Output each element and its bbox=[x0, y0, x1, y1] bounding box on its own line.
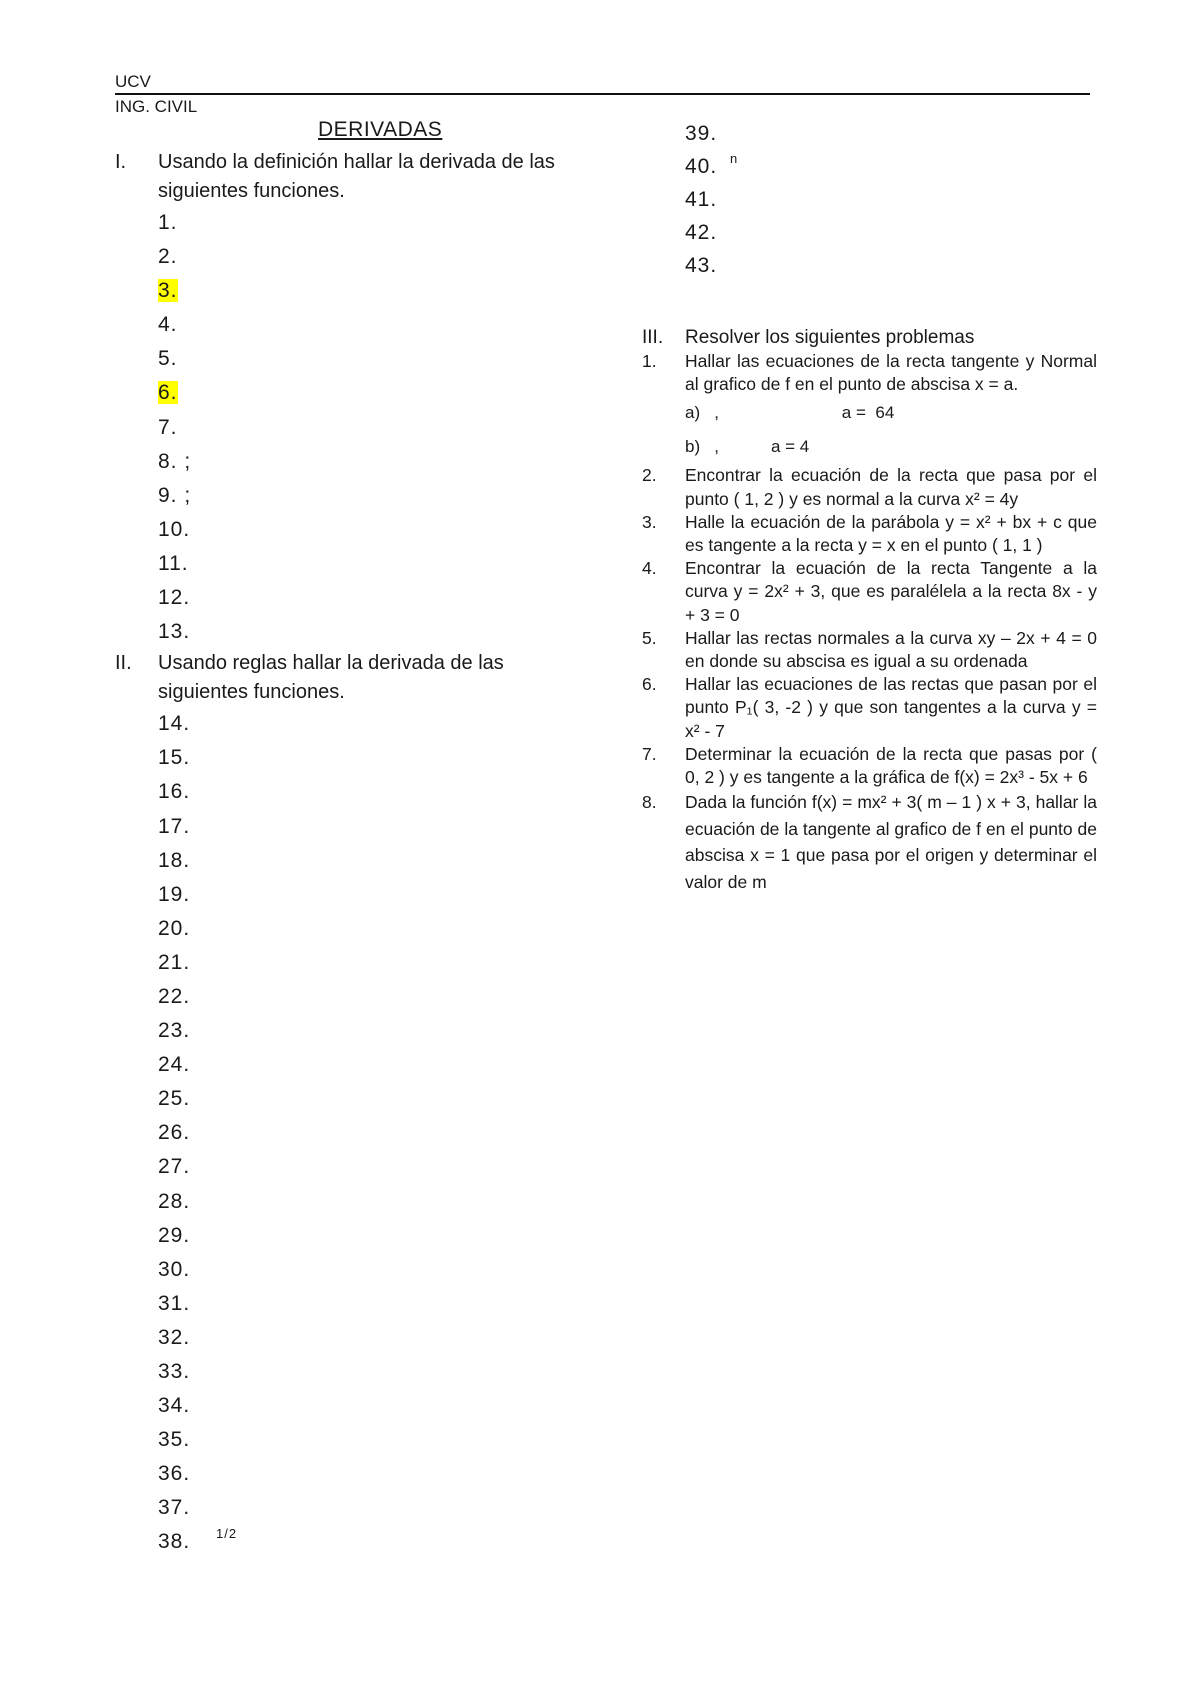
item-number: 7. bbox=[158, 415, 178, 439]
item-number: 14. bbox=[158, 712, 191, 736]
item-number: 11. bbox=[158, 551, 189, 575]
list-item bbox=[158, 1389, 585, 1423]
item-number: 20. bbox=[158, 916, 191, 940]
list-item bbox=[158, 615, 585, 649]
list-item bbox=[158, 1253, 585, 1287]
list-item bbox=[158, 411, 585, 445]
problem-item bbox=[642, 673, 1097, 743]
list-item bbox=[158, 308, 585, 342]
problem-number: 5. bbox=[642, 627, 657, 648]
item-number: 23. bbox=[158, 1019, 191, 1043]
item-number: 25. bbox=[158, 1087, 191, 1111]
list-item bbox=[158, 513, 585, 547]
problem-item bbox=[642, 743, 1097, 789]
problem-text: Encontrar la ecuación de la recta Tangente a la curva y = 2x² + 3, que es paralélela a la recta 8x - y + 3 = 0 bbox=[685, 558, 1097, 625]
list-item bbox=[685, 216, 1092, 249]
list-item bbox=[158, 741, 585, 775]
item-number: 40. bbox=[685, 155, 718, 178]
problem-number: 2. bbox=[642, 465, 657, 486]
item-number: 39. bbox=[685, 122, 718, 145]
list-item bbox=[158, 946, 585, 980]
item-number: 12. bbox=[158, 586, 191, 610]
problem-number: 3. bbox=[642, 511, 657, 532]
list-item bbox=[685, 183, 1092, 216]
problem-item bbox=[642, 511, 1097, 557]
list-item bbox=[158, 342, 585, 376]
list-item bbox=[158, 1048, 585, 1082]
item-number: 1. bbox=[158, 211, 178, 234]
right-column bbox=[642, 117, 1092, 282]
list-item bbox=[158, 1185, 585, 1219]
list-item bbox=[158, 1321, 585, 1355]
item-number: 30. bbox=[158, 1257, 191, 1281]
section-1-list bbox=[115, 206, 585, 649]
item-number: 34. bbox=[158, 1394, 191, 1418]
list-item bbox=[158, 1219, 585, 1253]
exponent-fragment: n bbox=[730, 151, 739, 166]
problem-text: Dada la función f(x) = mx² + 3( m – 1 ) x + 3, hallar la ecuación de la tangente al grafico de f en el punto de abscisa x = 1 que pasa por el origen y determinar el valor de m bbox=[685, 792, 1097, 892]
list-item bbox=[685, 117, 1092, 150]
problem-text: Hallar las ecuaciones de las rectas que pasan por el punto P₁( 3, -2 ) y que son tangentes a la curva y = x² - 7 bbox=[685, 674, 1097, 741]
section-3-numeral: III. bbox=[642, 327, 664, 348]
document-title: DERIVADAS bbox=[318, 118, 443, 141]
problem-suboption: a) , a = 64 bbox=[685, 403, 895, 423]
section-2-continued-list bbox=[642, 117, 1092, 282]
list-item bbox=[158, 206, 585, 240]
problem-text: Determinar la ecuación de la recta que pasas por ( 0, 2 ) y es tangente a la gráfica de f(x) = 2x³ - 5x + 6 bbox=[685, 743, 1097, 788]
list-item bbox=[158, 980, 585, 1014]
item-number: 26. bbox=[158, 1121, 191, 1145]
item-number: 18. bbox=[158, 848, 191, 872]
header-rule bbox=[115, 93, 1090, 95]
list-item bbox=[158, 1082, 585, 1116]
problem-number: 7. bbox=[642, 743, 657, 764]
item-number: 42. bbox=[685, 221, 718, 244]
problem-item bbox=[642, 464, 1097, 510]
item-number: 8. ; bbox=[158, 449, 192, 473]
list-item bbox=[158, 547, 585, 581]
item-number: 15. bbox=[158, 746, 191, 770]
section-2-numeral: II. bbox=[115, 652, 132, 675]
item-number: 21. bbox=[158, 950, 191, 974]
problem-item bbox=[642, 789, 1097, 895]
list-item bbox=[158, 1355, 585, 1389]
section-3 bbox=[642, 326, 1097, 895]
section-2-heading bbox=[115, 649, 585, 707]
list-item bbox=[158, 376, 585, 410]
item-number: 9. ; bbox=[158, 483, 192, 507]
list-item bbox=[158, 912, 585, 946]
problem-item bbox=[642, 350, 1097, 396]
list-item bbox=[158, 240, 585, 274]
list-item bbox=[158, 1116, 585, 1150]
list-item bbox=[158, 1287, 585, 1321]
item-number: 24. bbox=[158, 1053, 191, 1077]
problem-text: Encontrar la ecuación de la recta que pasa por el punto ( 1, 2 ) y es normal a la curva x² = 4y bbox=[685, 465, 1097, 509]
left-column bbox=[115, 148, 585, 1560]
header-department: ING. CIVIL bbox=[115, 97, 198, 116]
section-1-heading bbox=[115, 148, 585, 206]
section-3-text: Resolver los siguientes problemas bbox=[685, 327, 975, 348]
list-item bbox=[158, 878, 585, 912]
section-2-text: Usando reglas hallar la derivada de las siguientes funciones. bbox=[158, 652, 504, 704]
item-number: 17. bbox=[158, 814, 191, 838]
problem-number: 6. bbox=[642, 674, 657, 695]
list-item bbox=[158, 844, 585, 878]
list-item bbox=[158, 707, 585, 741]
item-number: 16. bbox=[158, 780, 191, 804]
item-number: 31. bbox=[158, 1291, 191, 1315]
item-number: 38. bbox=[158, 1530, 191, 1554]
list-item bbox=[158, 1150, 585, 1184]
list-item bbox=[158, 479, 585, 513]
exponent-fragment: 1/2 bbox=[216, 1526, 238, 1542]
problem-number: 8. bbox=[642, 792, 657, 813]
item-number: 32. bbox=[158, 1325, 191, 1349]
list-item bbox=[158, 1525, 585, 1559]
item-number: 35. bbox=[158, 1428, 191, 1452]
item-number: 5. bbox=[158, 347, 178, 371]
item-number: 4. bbox=[158, 313, 178, 337]
problem-number: 4. bbox=[642, 558, 657, 579]
item-number: 27. bbox=[158, 1155, 191, 1179]
section-3-heading bbox=[642, 326, 1097, 350]
section-1-text: Usando la definición hallar la derivada de las siguientes funciones. bbox=[158, 151, 555, 202]
list-item bbox=[158, 775, 585, 809]
item-number: 22. bbox=[158, 984, 191, 1008]
list-item bbox=[158, 581, 585, 615]
list-item bbox=[685, 249, 1092, 282]
problem-text: Hallar las rectas normales a la curva xy – 2x + 4 = 0 en donde su abscisa es igual a su ordenada bbox=[685, 627, 1097, 672]
section-2-list bbox=[115, 707, 585, 1559]
list-item bbox=[158, 810, 585, 844]
item-number: 3. bbox=[158, 279, 178, 303]
item-number: 36. bbox=[158, 1462, 191, 1486]
item-number: 13. bbox=[158, 620, 191, 644]
header-institution: UCV bbox=[115, 72, 151, 91]
list-item bbox=[158, 1457, 585, 1491]
list-item bbox=[685, 150, 1092, 183]
item-number: 33. bbox=[158, 1360, 191, 1383]
problem-number: 1. bbox=[642, 351, 657, 371]
section-1-numeral: I. bbox=[115, 151, 127, 173]
item-number: 10. bbox=[158, 517, 191, 541]
problem-suboption: b) , a = 4 bbox=[685, 437, 810, 457]
list-item bbox=[158, 445, 585, 479]
list-item bbox=[158, 1014, 585, 1048]
problem-text: Halle la ecuación de la parábola y = x² + bx + c que es tangente a la recta y = x en el punto ( 1, 1 ) bbox=[685, 511, 1097, 556]
item-number: 2. bbox=[158, 245, 178, 269]
item-number: 6. bbox=[158, 381, 178, 405]
item-number: 29. bbox=[158, 1223, 191, 1247]
item-number: 37. bbox=[158, 1496, 191, 1520]
item-number: 43. bbox=[685, 254, 718, 277]
list-item bbox=[158, 274, 585, 308]
list-item bbox=[158, 1423, 585, 1457]
problem-item bbox=[642, 557, 1097, 627]
item-number: 41. bbox=[685, 188, 718, 211]
problem-text: Hallar las ecuaciones de la recta tangente y Normal al grafico de f en el punto de abscisa x = a. bbox=[685, 351, 1097, 395]
item-number: 19. bbox=[158, 882, 191, 906]
problem-item bbox=[642, 627, 1097, 673]
item-number: 28. bbox=[158, 1189, 191, 1213]
